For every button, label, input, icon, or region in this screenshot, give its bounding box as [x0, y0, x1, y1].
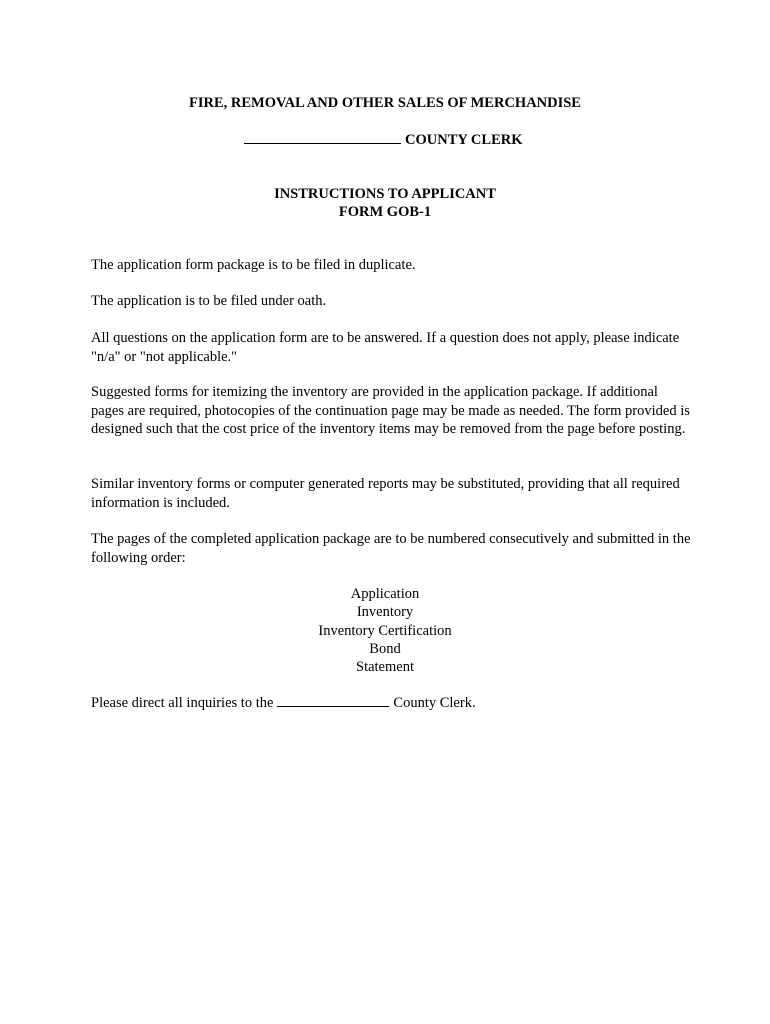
paragraph-page-order: The pages of the completed application package are to be numbered consecutively and submitted in the following order: [91, 531, 691, 566]
list-item: Bond [369, 640, 401, 657]
list-item: Inventory [356, 604, 414, 621]
inquiries-prefix: Please direct all inquiries to the [91, 695, 274, 711]
submission-order-list [0, 585, 770, 676]
county-clerk-line [244, 131, 523, 149]
instructions-heading [0, 185, 770, 221]
instructions-title: INSTRUCTIONS TO APPLICANT [274, 186, 496, 202]
form-id: FORM GOB-1 [338, 204, 432, 220]
list-item: Application [350, 586, 420, 602]
paragraph-inquiries [91, 694, 476, 713]
paragraph-file-duplicate: The application form package is to be filed in duplicate. [91, 257, 416, 273]
paragraph-substitutes: Similar inventory forms or computer generated reports may be substituted, providing that all required information is included. [91, 476, 680, 511]
county-clerk-label: COUNTY CLERK [405, 132, 523, 148]
paragraph-under-oath: The application is to be filed under oath. [91, 293, 327, 309]
list-item: Inventory Certification [318, 622, 452, 639]
document-title: FIRE, REMOVAL AND OTHER SALES OF MERCHANDISE [189, 95, 581, 111]
county-name-blank-inquiries[interactable] [277, 694, 389, 707]
list-item: Statement [356, 659, 414, 676]
inquiries-suffix: County Clerk. [393, 695, 476, 711]
paragraph-questions: All questions on the application form are to be answered. If a question does not apply, please indicate "n/a" or "not applicable." [91, 330, 680, 365]
county-name-blank[interactable] [244, 131, 401, 144]
paragraph-inventory-forms: Suggested forms for itemizing the inventory are provided in the application package. If additional pages are required, photocopies of the continuation page may be made as needed. The form provided is designed such that the cost price of the inventory items may be removed from the page before posting. [91, 384, 690, 437]
